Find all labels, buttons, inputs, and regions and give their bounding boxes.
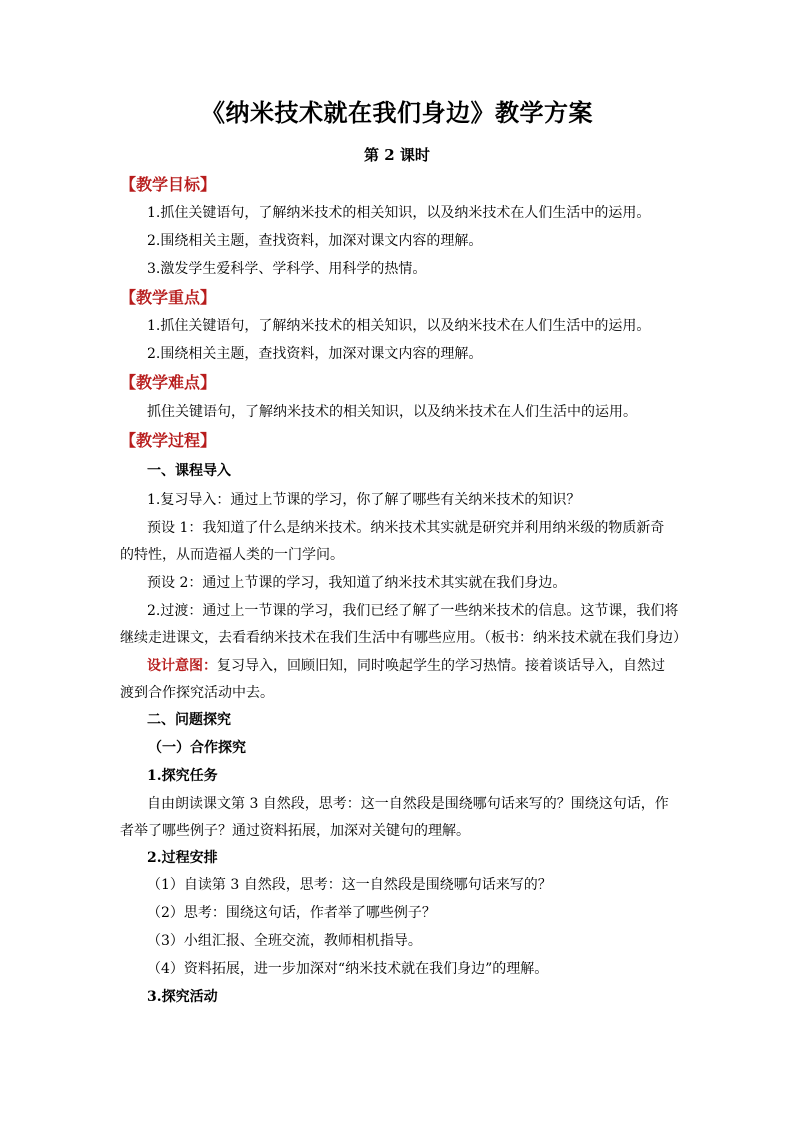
paragraph: 1.复习导入：通过上节课的学习，你了解了哪些有关纳米技术的知识？ <box>147 492 581 508</box>
section-title: 二、问题探究 <box>147 712 231 728</box>
subsection-title: 2.过程安排 <box>147 850 218 866</box>
subsection-title: 3.探究活动 <box>147 989 218 1005</box>
difficulties-heading: 【教学难点】 <box>120 373 217 392</box>
objective-item: 1.抓住关键语句，了解纳米技术的相关知识，以及纳米技术在人们生活中的运用。 <box>147 205 651 221</box>
section-title: 一、课程导入 <box>147 463 231 479</box>
design-intent-text: 复习导入，回顾旧知，同时唤起学生的学习热情。接着谈话导入，自然过 <box>217 658 665 674</box>
objective-item: 2.围绕相关主题，查找资料，加深对课文内容的理解。 <box>147 233 483 249</box>
paragraph: 2.过渡：通过上一节课的学习，我们已经了解了一些纳米技术的信息。这节课，我们将 <box>147 603 679 619</box>
difficulties-text: 抓住关键语句，了解纳米技术的相关知识，以及纳米技术在人们生活中的运用。 <box>147 404 637 420</box>
list-item: （1）自读第 3 自然段，思考：这一自然段是围绕哪句话来写的？ <box>147 877 552 893</box>
objectives-heading: 【教学目标】 <box>120 175 217 194</box>
paragraph: 的特性，从而造福人类的一门学问。 <box>120 547 344 563</box>
document-title: 《纳米技术就在我们身边》教学方案 <box>201 98 593 127</box>
lesson-period: 第 2 课时 <box>364 146 430 164</box>
paragraph: 者举了哪些例子？通过资料拓展，加深对关键句的理解。 <box>120 823 470 839</box>
process-heading: 【教学过程】 <box>120 431 217 450</box>
paragraph: 预设 2：通过上节课的学习，我知道了纳米技术其实就在我们身边。 <box>147 575 567 591</box>
paragraph: 预设 1：我知道了什么是纳米技术。纳米技术其实就是研究并利用纳米级的物质新奇 <box>147 520 665 536</box>
list-item: （2）思考：围绕这句话，作者举了哪些例子？ <box>147 905 436 921</box>
paragraph: 自由朗读课文第 3 自然段，思考：这一自然段是围绕哪句话来写的？围绕这句话，作 <box>147 796 669 812</box>
key-point-item: 1.抓住关键语句，了解纳米技术的相关知识，以及纳米技术在人们生活中的运用。 <box>147 318 651 334</box>
design-intent-label: 设计意图： <box>147 658 217 674</box>
list-item: （3）小组汇报、全班交流，教师相机指导。 <box>147 933 422 949</box>
key-points-heading: 【教学重点】 <box>120 288 217 307</box>
list-item: （4）资料拓展，进一步加深对“纳米技术就在我们身边”的理解。 <box>147 961 549 977</box>
key-point-item: 2.围绕相关主题，查找资料，加深对课文内容的理解。 <box>147 346 483 362</box>
paragraph: 继续走进课文，去看看纳米技术在我们生活中有哪些应用。（板书：纳米技术就在我们身边） <box>120 630 687 646</box>
subsection-title: 1.探究任务 <box>147 768 218 784</box>
objective-item: 3.激发学生爱科学、学科学、用科学的热情。 <box>147 261 427 277</box>
paragraph: 渡到合作探究活动中去。 <box>120 685 274 701</box>
design-intent-line <box>147 656 707 676</box>
subsection-title: （一）合作探究 <box>148 740 246 756</box>
